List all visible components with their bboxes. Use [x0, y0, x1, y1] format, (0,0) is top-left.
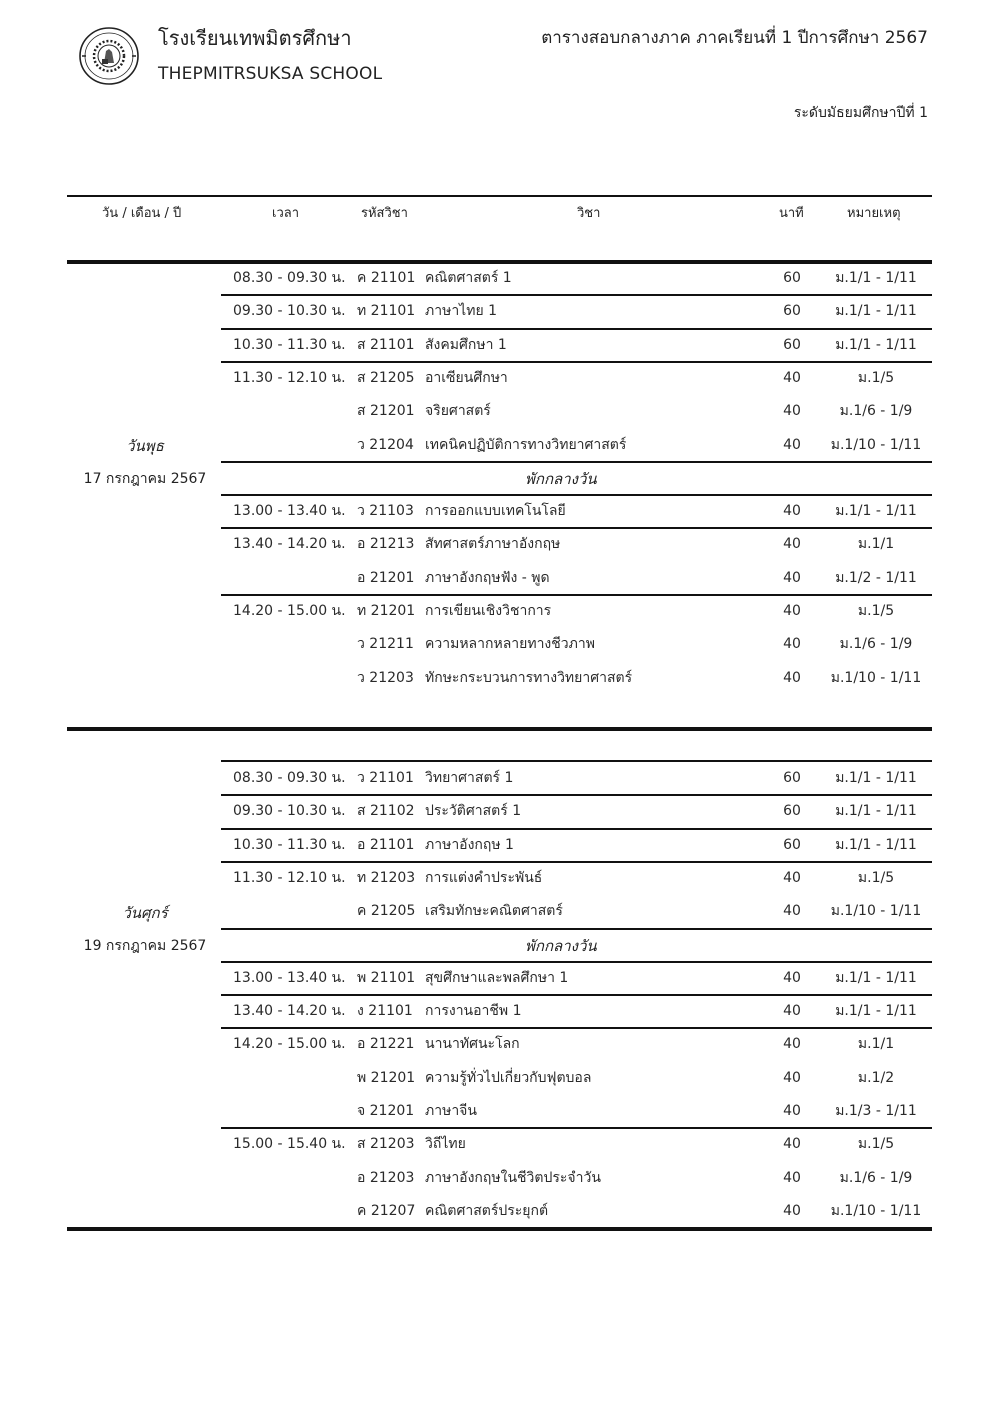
exam-class-note: ม.1/5 — [857, 869, 895, 886]
exam-subject-code: ว 21203 — [357, 669, 414, 686]
exam-duration-minutes: 40 — [783, 869, 801, 886]
exam-subject-name: สังคมศึกษา 1 — [425, 336, 507, 353]
column-header-time: เวลา — [272, 206, 300, 221]
exam-subject-code: ค 21207 — [357, 1202, 416, 1219]
exam-subject-name: คณิตศาสตร์ 1 — [425, 270, 512, 286]
exam-class-note: ม.1/5 — [857, 369, 895, 386]
slot-divider — [221, 961, 932, 963]
exam-subject-code: ว 21101 — [357, 770, 414, 786]
day-separator-rule — [67, 727, 932, 731]
exam-subject-name: ภาษาอังกฤษฟัง - พูด — [425, 569, 550, 586]
exam-class-note: ม.1/1 - 1/11 — [835, 503, 917, 520]
exam-duration-minutes: 40 — [783, 636, 801, 653]
column-header-note: หมายเหตุ — [847, 206, 901, 221]
exam-duration-minutes: 60 — [783, 836, 801, 853]
day-name: วันศุกร์ — [122, 903, 168, 922]
exam-subject-name: สัทศาสตร์ภาษาอังกฤษ — [425, 536, 561, 553]
exam-subject-code: ส 21101 — [357, 336, 415, 353]
exam-subject-code: ว 21211 — [357, 636, 414, 653]
exam-class-note: ม.1/1 - 1/11 — [835, 969, 917, 986]
exam-duration-minutes: 40 — [783, 1169, 801, 1186]
exam-class-note: ม.1/10 - 1/11 — [830, 669, 922, 686]
exam-subject-name: ภาษาจีน — [425, 1103, 477, 1119]
exam-duration-minutes: 40 — [783, 1202, 801, 1219]
grade-level: ระดับมัธยมศึกษาปีที่ 1 — [793, 105, 928, 121]
exam-time: 10.30 - 11.30 น. — [233, 336, 346, 353]
exam-subject-code: ท 21203 — [357, 869, 416, 886]
exam-time: 11.30 - 12.10 น. — [233, 369, 346, 386]
exam-time: 14.20 - 15.00 น. — [233, 1036, 346, 1053]
exam-class-note: ม.1/3 - 1/11 — [835, 1103, 917, 1119]
exam-time: 08.30 - 09.30 น. — [233, 770, 346, 786]
exam-subject-name: การงานอาชีพ 1 — [425, 1003, 522, 1020]
exam-class-note: ม.1/1 - 1/11 — [835, 303, 917, 320]
exam-duration-minutes: 60 — [783, 270, 801, 286]
exam-time: 15.00 - 15.40 น. — [233, 1136, 346, 1153]
exam-time: 13.40 - 14.20 น. — [233, 1003, 346, 1020]
exam-subject-code: จ 21201 — [357, 1103, 415, 1119]
exam-subject-code: ท 21101 — [357, 303, 416, 320]
exam-subject-code: ส 21201 — [357, 403, 415, 420]
exam-duration-minutes: 60 — [783, 303, 801, 320]
exam-subject-code: ง 21101 — [357, 1003, 413, 1020]
exam-duration-minutes: 40 — [783, 1003, 801, 1020]
exam-subject-code: อ 21201 — [357, 569, 415, 586]
exam-duration-minutes: 40 — [783, 1136, 801, 1153]
exam-class-note: ม.1/10 - 1/11 — [830, 1202, 922, 1219]
slot-divider — [221, 527, 932, 529]
exam-class-note: ม.1/1 - 1/11 — [835, 770, 917, 786]
slot-divider — [221, 361, 932, 363]
exam-subject-name: ประวัติศาสตร์ 1 — [425, 803, 522, 820]
exam-subject-name: คณิตศาสตร์ประยุกต์ — [425, 1202, 549, 1219]
exam-time: 09.30 - 10.30 น. — [233, 803, 346, 820]
exam-subject-name: ภาษาอังกฤษ 1 — [425, 836, 514, 853]
exam-class-note: ม.1/1 - 1/11 — [835, 803, 917, 820]
exam-duration-minutes: 40 — [783, 1103, 801, 1119]
exam-duration-minutes: 60 — [783, 803, 801, 820]
exam-time: 13.00 - 13.40 น. — [233, 969, 346, 986]
slot-divider — [221, 594, 932, 596]
exam-subject-name: จริยศาสตร์ — [425, 403, 491, 420]
document-title: ตารางสอบกลางภาค ภาคเรียนที่ 1 ปีการศึกษา 2567 — [541, 28, 928, 48]
exam-duration-minutes: 40 — [783, 536, 801, 553]
exam-duration-minutes: 40 — [783, 369, 801, 386]
day-separator-rule — [67, 260, 932, 264]
exam-subject-name: เทคนิคปฏิบัติการทางวิทยาศาสตร์ — [425, 436, 627, 453]
exam-duration-minutes: 40 — [783, 403, 801, 420]
exam-class-note: ม.1/1 - 1/11 — [835, 1003, 917, 1020]
table-top-rule — [67, 195, 932, 197]
exam-subject-code: ค 21101 — [357, 270, 416, 286]
exam-subject-code: อ 21213 — [357, 536, 415, 553]
exam-subject-code: ส 21102 — [357, 803, 415, 820]
exam-subject-name: การออกแบบเทคโนโลยี — [425, 503, 566, 520]
exam-class-note: ม.1/6 - 1/9 — [839, 636, 913, 653]
exam-subject-name: สุขศึกษาและพลศึกษา 1 — [425, 969, 569, 986]
exam-duration-minutes: 60 — [783, 770, 801, 786]
exam-subject-code: ส 21205 — [357, 369, 415, 386]
exam-duration-minutes: 40 — [783, 1069, 801, 1086]
exam-duration-minutes: 40 — [783, 1036, 801, 1053]
lunch-break-label: พักกลางวัน — [525, 469, 597, 488]
exam-subject-code: พ 21201 — [357, 1069, 416, 1086]
exam-subject-code: อ 21221 — [357, 1036, 415, 1053]
lunch-break-label: พักกลางวัน — [525, 936, 597, 955]
exam-time: 11.30 - 12.10 น. — [233, 869, 346, 886]
slot-divider — [221, 328, 932, 330]
exam-class-note: ม.1/6 - 1/9 — [839, 403, 913, 420]
column-header-minutes: นาที — [779, 206, 804, 221]
slot-divider — [221, 461, 932, 463]
slot-divider — [221, 994, 932, 996]
day-name: วันพุธ — [126, 436, 164, 455]
exam-subject-name: การเขียนเชิงวิชาการ — [425, 603, 552, 619]
day-date: 17 กรกฎาคม 2567 — [83, 470, 207, 487]
exam-duration-minutes: 40 — [783, 969, 801, 986]
school-name-thai: โรงเรียนเทพมิตรศึกษา — [158, 26, 352, 50]
exam-class-note: ม.1/1 - 1/11 — [835, 836, 917, 853]
exam-class-note: ม.1/1 — [857, 1036, 895, 1053]
exam-subject-name: ทักษะกระบวนการทางวิทยาศาสตร์ — [425, 669, 633, 686]
exam-class-note: ม.1/1 - 1/11 — [835, 336, 917, 353]
exam-duration-minutes: 40 — [783, 569, 801, 586]
exam-duration-minutes: 60 — [783, 336, 801, 353]
slot-divider — [221, 794, 932, 796]
exam-duration-minutes: 40 — [783, 503, 801, 520]
day-first-row-rule — [221, 760, 932, 762]
table-bottom-rule — [67, 1227, 932, 1231]
exam-subject-code: ค 21205 — [357, 903, 416, 920]
exam-time: 13.40 - 14.20 น. — [233, 536, 346, 553]
exam-subject-name: การแต่งคำประพันธ์ — [425, 869, 543, 886]
exam-class-note: ม.1/1 - 1/11 — [835, 270, 917, 286]
exam-class-note: ม.1/1 — [857, 536, 895, 553]
exam-subject-code: ว 21103 — [357, 503, 414, 520]
exam-subject-code: อ 21203 — [357, 1169, 415, 1186]
slot-divider — [221, 861, 932, 863]
exam-subject-name: ภาษาไทย 1 — [425, 303, 498, 320]
exam-subject-code: ส 21203 — [357, 1136, 415, 1153]
exam-class-note: ม.1/2 - 1/11 — [835, 569, 917, 586]
exam-subject-name: ความรู้ทั่วไปเกี่ยวกับฟุตบอล — [425, 1069, 592, 1086]
school-name-english: THEPMITRSUKSA SCHOOL — [158, 64, 383, 84]
exam-subject-name: ความหลากหลายทางชีวภาพ — [425, 636, 595, 653]
exam-subject-name: วิทยาศาสตร์ 1 — [425, 770, 514, 786]
exam-class-note: ม.1/5 — [857, 1136, 895, 1153]
exam-subject-name: เสริมทักษะคณิตศาสตร์ — [425, 903, 563, 920]
day-date: 19 กรกฎาคม 2567 — [83, 937, 207, 954]
exam-subject-code: ท 21201 — [357, 603, 416, 619]
exam-class-note: ม.1/2 — [857, 1069, 895, 1086]
slot-divider — [221, 1127, 932, 1129]
slot-divider — [221, 494, 932, 496]
exam-duration-minutes: 40 — [783, 603, 801, 619]
exam-duration-minutes: 40 — [783, 436, 801, 453]
exam-subject-code: อ 21101 — [357, 836, 415, 853]
slot-divider — [221, 928, 932, 930]
exam-duration-minutes: 40 — [783, 903, 801, 920]
exam-time: 10.30 - 11.30 น. — [233, 836, 346, 853]
slot-divider — [221, 828, 932, 830]
column-header-subject: วิชา — [577, 206, 601, 221]
exam-subject-name: วิถีไทย — [425, 1136, 466, 1153]
exam-time: 09.30 - 10.30 น. — [233, 303, 346, 320]
school-emblem-icon — [78, 25, 140, 87]
exam-subject-name: อาเซียนศึกษา — [425, 369, 508, 386]
column-header-code: รหัสวิชา — [361, 206, 408, 221]
exam-time: 14.20 - 15.00 น. — [233, 603, 346, 619]
exam-class-note: ม.1/6 - 1/9 — [839, 1169, 913, 1186]
exam-class-note: ม.1/10 - 1/11 — [830, 903, 922, 920]
exam-subject-code: ว 21204 — [357, 436, 414, 453]
exam-class-note: ม.1/10 - 1/11 — [830, 436, 922, 453]
slot-divider — [221, 294, 932, 296]
exam-subject-code: พ 21101 — [357, 969, 416, 986]
column-header-date: วัน / เดือน / ปี — [102, 206, 182, 221]
slot-divider — [221, 1027, 932, 1029]
exam-subject-name: ภาษาอังกฤษในชีวิตประจำวัน — [425, 1169, 601, 1186]
exam-subject-name: นานาทัศนะโลก — [425, 1036, 520, 1053]
exam-class-note: ม.1/5 — [857, 603, 895, 619]
exam-time: 13.00 - 13.40 น. — [233, 503, 346, 520]
exam-time: 08.30 - 09.30 น. — [233, 270, 346, 286]
exam-duration-minutes: 40 — [783, 669, 801, 686]
